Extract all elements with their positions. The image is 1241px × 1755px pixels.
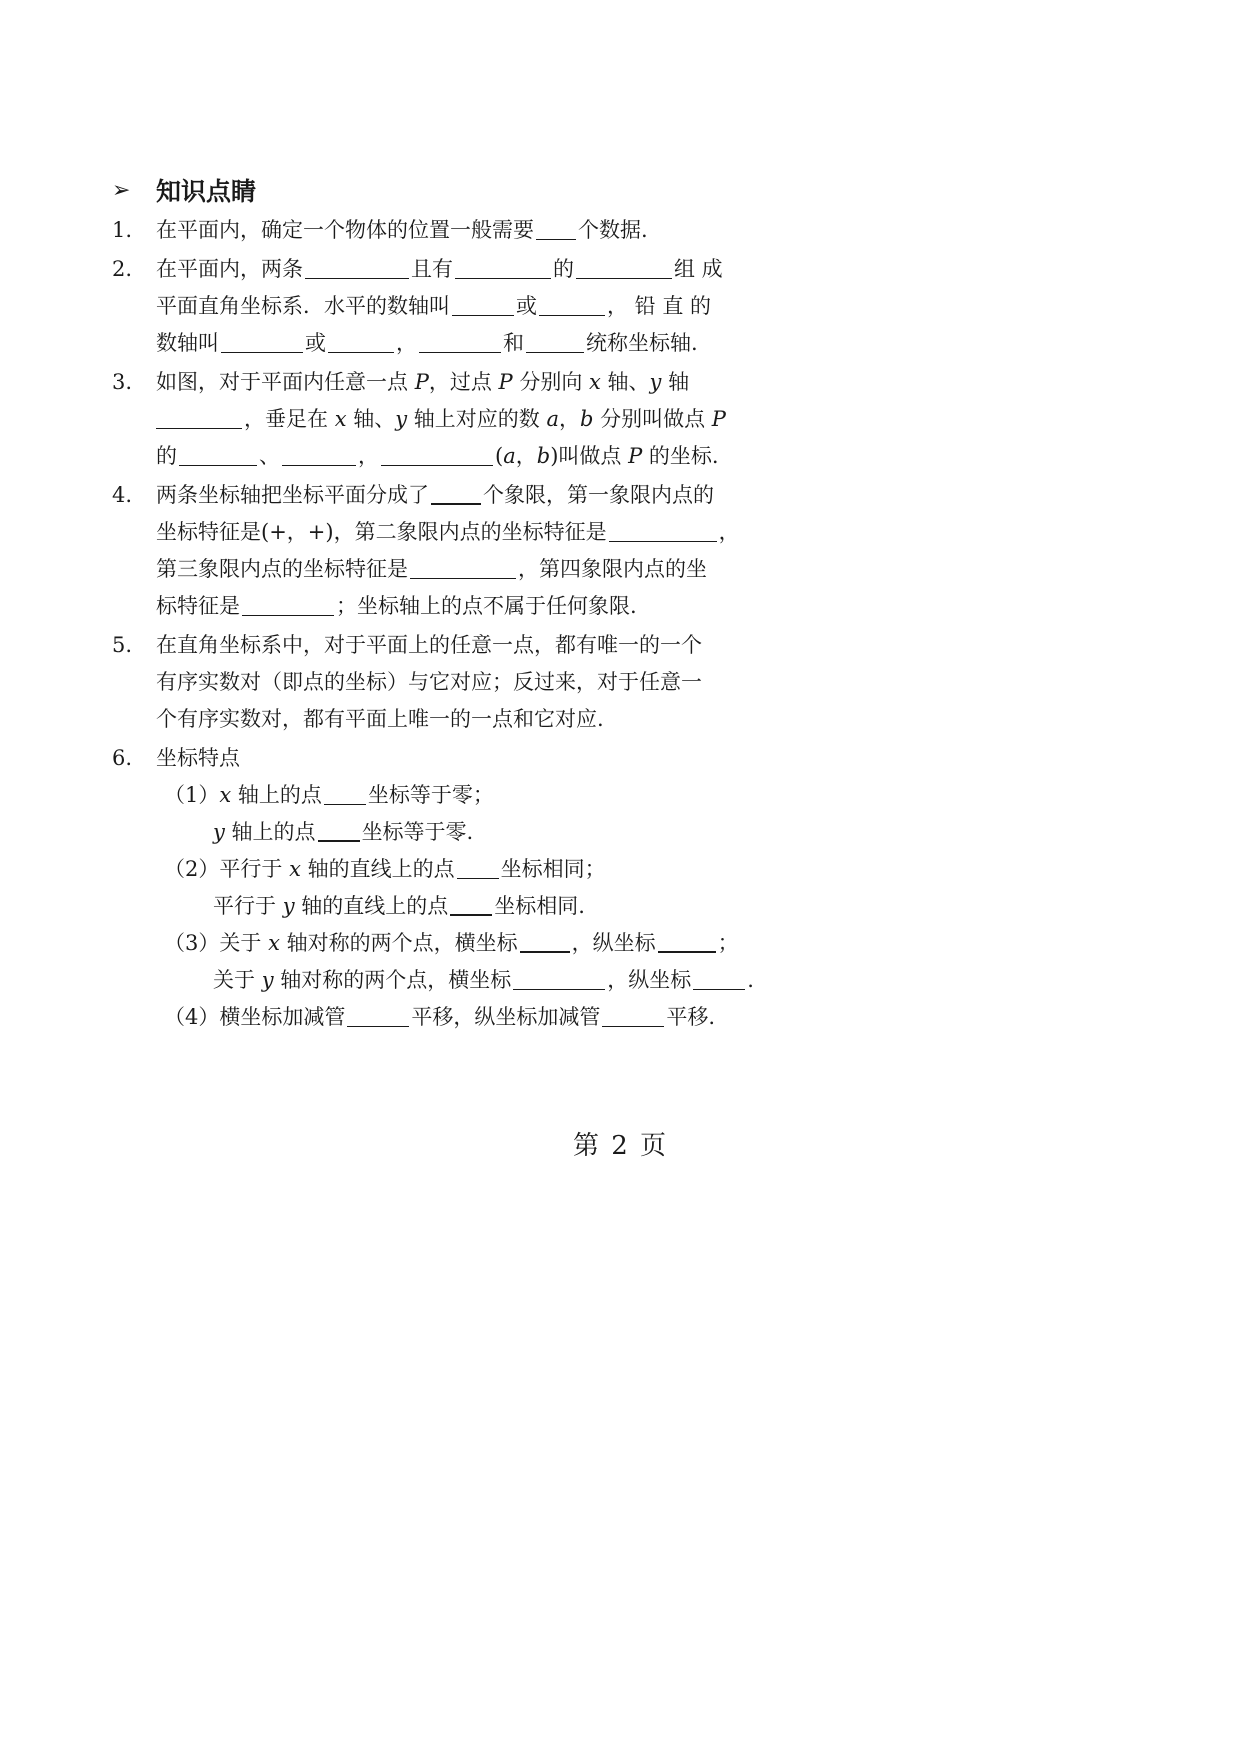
blank-field[interactable] [242, 595, 334, 616]
knowledge-item-2 [112, 251, 832, 362]
sub-item-2-line-2: 平行于 y 轴的直线上的点 坐标相同. [213, 894, 585, 918]
blank-field[interactable] [658, 931, 716, 953]
item-number: 6. [112, 746, 133, 770]
blank-field[interactable] [693, 969, 745, 990]
blank-field[interactable] [602, 1006, 664, 1027]
blank-field[interactable] [539, 295, 605, 316]
knowledge-item-6 [112, 740, 832, 777]
blank-field[interactable] [318, 820, 360, 842]
knowledge-item-5 [112, 627, 832, 738]
item-line: 两条坐标轴把坐标平面分成了 个象限，第一象限内点的 [156, 483, 714, 507]
item-line: 个有序实数对，都有平面上唯一的一点和它对应. [156, 707, 604, 731]
blank-field[interactable] [156, 408, 242, 429]
item-line: 标特征是 ；坐标轴上的点不属于任何象限. [156, 594, 637, 618]
item-line: 坐标特点 [156, 746, 240, 770]
blank-field[interactable] [347, 1006, 409, 1027]
item-line: 数轴叫 或 ， 和 统称坐标轴. [156, 331, 698, 355]
section-heading [112, 170, 832, 210]
blank-field[interactable] [431, 483, 481, 505]
document-body [112, 170, 832, 1036]
blank-field[interactable] [609, 521, 717, 542]
sub-item-3-line-2: 关于 y 轴对称的两个点，横坐标 ，纵坐标 . [213, 968, 754, 992]
blank-field[interactable] [526, 332, 584, 353]
knowledge-item-3 [112, 364, 832, 475]
blank-field[interactable] [576, 258, 672, 279]
blank-field[interactable] [450, 894, 492, 916]
item-number: 1. [112, 218, 133, 242]
item-line: 坐标特征是(+，+)，第二象限内点的坐标特征是 ， [156, 520, 740, 544]
blank-field[interactable] [536, 219, 576, 240]
item-line: 在平面内，两条 且有 的 组 成 [156, 257, 723, 281]
item-number: 2. [112, 257, 133, 281]
item-line: 有序实数对（即点的坐标）与它对应；反过来，对于任意一 [156, 670, 702, 694]
sub-item-3: （3）关于 x 轴对称的两个点，横坐标 ，纵坐标 ； [164, 931, 739, 955]
item-number: 3. [112, 370, 133, 394]
item-line: 在平面内，确定一个物体的位置一般需要 个数据. [156, 218, 648, 242]
sub-item-2: （2）平行于 x 轴的直线上的点 坐标相同； [164, 857, 606, 881]
blank-field[interactable] [457, 858, 499, 879]
item-line: 的 、 ， (a，b)叫做点 P 的坐标. [156, 444, 719, 468]
blank-field[interactable] [513, 969, 605, 990]
item-number: 5. [112, 633, 133, 657]
blank-field[interactable] [410, 558, 516, 579]
item-line: 如图，对于平面内任意一点 P，过点 P 分别向 x 轴、y 轴 [156, 370, 690, 394]
item-line: ，垂足在 x 轴、y 轴上对应的数 a，b 分别叫做点 P [156, 401, 832, 438]
sub-item-4: （4）横坐标加减管 平移，纵坐标加减管 平移. [164, 1005, 716, 1029]
blank-field[interactable] [305, 258, 409, 279]
knowledge-item-1 [112, 212, 832, 249]
item-number: 4. [112, 483, 133, 507]
blank-field[interactable] [452, 295, 514, 316]
blank-field[interactable] [520, 931, 570, 953]
blank-field[interactable] [179, 445, 257, 466]
sub-item-1: （1）x 轴上的点 坐标等于零； [164, 783, 494, 807]
item-line: 在直角坐标系中，对于平面上的任意一点，都有唯一的一个 [156, 633, 702, 657]
sub-item-1-line-2: y 轴上的点 坐标等于零. [213, 820, 474, 844]
item-line: 第三象限内点的坐标特征是 ，第四象限内点的坐 [156, 557, 707, 581]
blank-field[interactable] [282, 445, 356, 466]
blank-field[interactable] [455, 258, 551, 279]
page-number: 第 2 页 [572, 1131, 669, 1161]
item-line: 平面直角坐标系．水平的数轴叫 或 ， 铅 直 的 [156, 294, 712, 318]
knowledge-item-4 [112, 477, 832, 625]
blank-field[interactable] [328, 332, 394, 353]
arrow-bullet-icon: ➢ [112, 177, 131, 203]
blank-field[interactable] [419, 332, 501, 353]
blank-field[interactable] [324, 784, 366, 805]
section-title: 知识点睛 [156, 177, 257, 206]
blank-field[interactable] [381, 445, 493, 466]
blank-field[interactable] [221, 332, 303, 353]
